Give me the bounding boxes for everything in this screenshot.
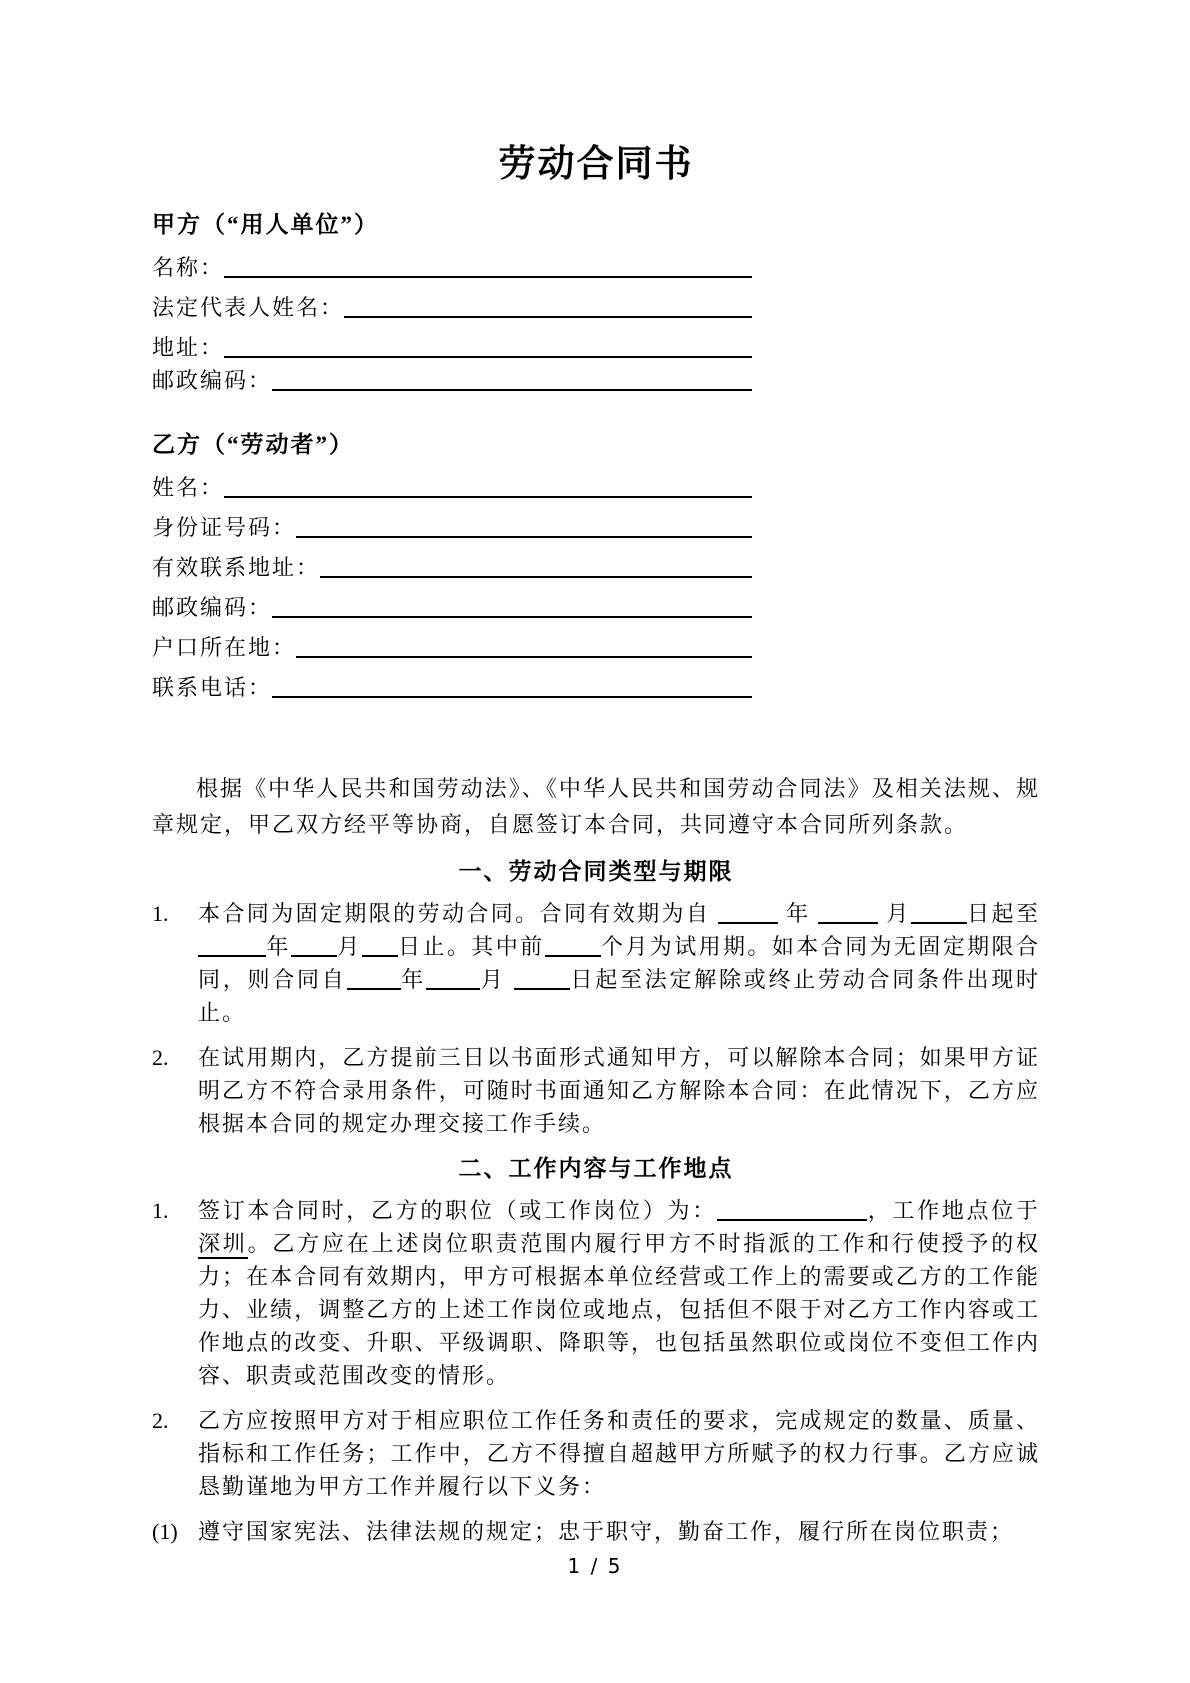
field-row xyxy=(152,554,752,581)
item-number: 2. xyxy=(152,1045,169,1070)
field-label: 联系电话： xyxy=(152,675,273,700)
page-number: 1 / 5 xyxy=(567,1554,623,1578)
party-b-fields xyxy=(152,474,1040,701)
contract-item xyxy=(152,897,1040,1029)
fill-in-blank[interactable] xyxy=(718,902,778,924)
fill-in-line[interactable] xyxy=(296,536,752,538)
fill-in-blank[interactable] xyxy=(818,902,878,924)
item-text: 签订本合同时，乙方的职位（或工作岗位）为： ，工作地点位于深圳。乙方应在上述岗位职责范围内履行甲方不时指派的工作和行使授予的权力；在本合同有效期内，甲方可根据本单位经营或工作上的需要或乙方的工作能力、业绩，调整乙方的上述工作岗位或地点，包括但不限于对乙方工作内容或工作地点的改变、升职、平级调职、降职等，也包括虽然职位或岗位不变但工作内容、职责或范围改变的情形。 xyxy=(198,1198,1040,1388)
field-label: 法定代表人姓名： xyxy=(152,295,345,320)
field-label: 地址： xyxy=(152,335,225,360)
contract-item xyxy=(152,1194,1040,1392)
item-number: 1. xyxy=(152,1198,169,1223)
fill-in-blank[interactable] xyxy=(291,935,337,957)
underlined-text: 深圳 xyxy=(198,1231,248,1259)
fill-in-line[interactable] xyxy=(320,576,752,578)
field-row xyxy=(152,334,752,361)
contract-item xyxy=(152,1404,1040,1503)
field-row xyxy=(152,367,752,394)
party-b-section xyxy=(152,430,1040,701)
field-row xyxy=(152,594,752,621)
fill-in-blank[interactable] xyxy=(426,968,480,990)
party-a-heading: 甲方（“用人单位”） xyxy=(152,212,379,237)
contract-item xyxy=(152,1515,1040,1548)
field-row xyxy=(152,634,752,661)
party-b-heading: 乙方（“劳动者”） xyxy=(152,432,354,457)
field-row xyxy=(152,294,752,321)
fill-in-line[interactable] xyxy=(344,316,752,318)
fill-in-line[interactable] xyxy=(272,616,752,618)
contract-sections xyxy=(152,857,1040,1548)
field-label: 户口所在地： xyxy=(152,635,297,660)
contract-item xyxy=(152,1041,1040,1140)
fill-in-line[interactable] xyxy=(272,696,752,698)
fill-in-blank[interactable] xyxy=(545,935,601,957)
fill-in-blank[interactable] xyxy=(717,1199,867,1221)
preamble-paragraph: 根据《中华人民共和国劳动法》、《中华人民共和国劳动合同法》及相关法规、规章规定，甲乙双方经平等协商，自愿签订本合同，共同遵守本合同所列条款。 xyxy=(152,776,1040,837)
section-heading: 一、劳动合同类型与期限 xyxy=(458,859,734,884)
item-number: 2. xyxy=(152,1408,169,1433)
item-number: 1. xyxy=(152,901,169,926)
item-text: 遵守国家宪法、法律法规的规定；忠于职守，勤奋工作，履行所在岗位职责； xyxy=(198,1519,1015,1544)
party-a-section xyxy=(152,210,1040,394)
fill-in-blank[interactable] xyxy=(347,968,401,990)
fill-in-line[interactable] xyxy=(224,496,752,498)
fill-in-line[interactable] xyxy=(224,276,752,278)
document-title: 劳动合同书 xyxy=(498,142,694,185)
field-label: 名称： xyxy=(152,255,225,280)
fill-in-blank[interactable] xyxy=(198,935,266,957)
field-label: 邮政编码： xyxy=(152,368,273,393)
field-row xyxy=(152,254,752,281)
field-label: 姓名： xyxy=(152,475,225,500)
party-a-fields xyxy=(152,254,1040,394)
item-text: 本合同为固定期限的劳动合同。合同有效期为自 年 月 日起至 年 月 日止。其中前 个月为试用期。如本合同为无固定期限合同，则合同自 年 月 日起至法定解除或终止劳动合同条件出现时止。 xyxy=(198,901,1040,1025)
fill-in-line[interactable] xyxy=(296,656,752,658)
field-row xyxy=(152,474,752,501)
section-heading: 二、工作内容与工作地点 xyxy=(458,1156,734,1181)
fill-in-line[interactable] xyxy=(272,389,752,391)
item-text: 在试用期内，乙方提前三日以书面形式通知甲方，可以解除本合同；如果甲方证明乙方不符合录用条件，可随时书面通知乙方解除本合同：在此情况下，乙方应根据本合同的规定办理交接工作手续。 xyxy=(198,1045,1040,1136)
field-row xyxy=(152,674,752,701)
field-label: 身份证号码： xyxy=(152,515,297,540)
field-label: 有效联系地址： xyxy=(152,555,321,580)
fill-in-blank[interactable] xyxy=(362,935,398,957)
item-text: 乙方应按照甲方对于相应职位工作任务和责任的要求，完成规定的数量、质量、指标和工作任务；工作中，乙方不得擅自超越甲方所赋予的权力行事。乙方应诚恳勤谨地为甲方工作并履行以下义务： xyxy=(198,1408,1040,1499)
item-number: (1) xyxy=(152,1519,178,1544)
fill-in-blank[interactable] xyxy=(911,902,967,924)
fill-in-blank[interactable] xyxy=(514,968,570,990)
field-label: 邮政编码： xyxy=(152,595,273,620)
fill-in-line[interactable] xyxy=(224,356,752,358)
field-row xyxy=(152,514,752,541)
